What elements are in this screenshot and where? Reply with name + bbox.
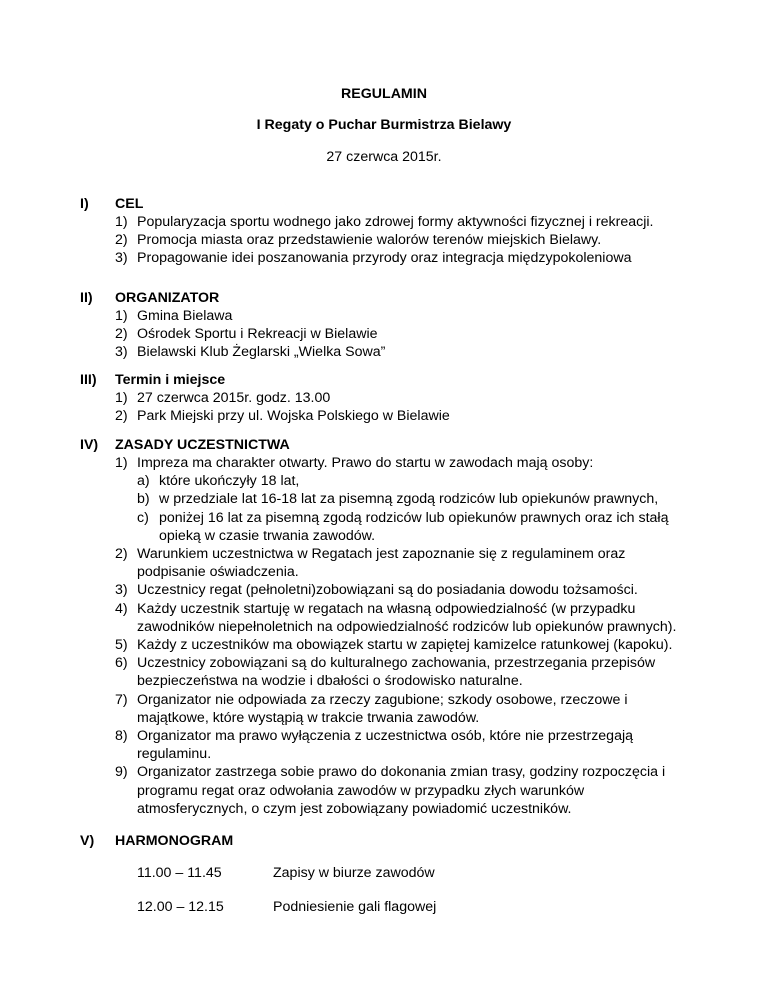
list-item: 4) Każdy uczestnik startuję w regatach na własną odpowiedzialność (w przypadku zawodników niepełnoletnich na odpowiedzialność rodziców lub opiekunów prawnych). bbox=[115, 600, 677, 635]
list-item: 3) Bielawski Klub Żeglarski „Wielka Sowa” bbox=[115, 344, 386, 361]
section-harmonogram bbox=[80, 833, 680, 850]
sub-list-item: b) w przedziale lat 16-18 lat za pisemną zgodą rodziców lub opiekunów prawnych, bbox=[137, 491, 659, 508]
list-item: 1) 27 czerwca 2015r. godz. 13.00 bbox=[115, 390, 331, 406]
list-item: 5) Każdy z uczestników ma obowiązek startu w zapiętej kamizelce ratunkowej (kapoku). bbox=[115, 637, 673, 654]
section-cel bbox=[80, 196, 680, 268]
list-item: 9) Organizator zastrzega sobie prawo do dokonania zmian trasy, godziny rozpoczęcia i programu regat oraz odwołania zawodów w przypadku złych warunków atmosferycznych, o czym jest zobowiązany powiadomić uczestników. bbox=[115, 764, 666, 817]
list-item: 7) Organizator nie odpowiada za rzeczy zagubione; szkody osobowe, rzeczowe i majątkowe, które wystąpią w trakcie trwania zawodów. bbox=[115, 691, 628, 726]
section-zasady bbox=[80, 437, 680, 818]
section-title: ZASADY UCZESTNICTWA bbox=[115, 437, 290, 453]
section-number: IV) bbox=[80, 437, 99, 453]
list-item: 6) Uczestnicy zobowiązani są do kulturalnego zachowania, przestrzegania przepisów bezpieczeństwa na wodzie i dbałości o środowisko naturalne. bbox=[115, 655, 656, 690]
list-item: 1) Impreza ma charakter otwarty. Prawo do startu w zawodach mają osoby: bbox=[115, 455, 594, 471]
list-item: 2) Warunkiem uczestnictwa w Regatach jest zapoznanie się z regulaminem oraz podpisanie oświadczenia. bbox=[115, 546, 626, 581]
list-item: 2) Park Miejski przy ul. Wojska Polskiego w Bielawie bbox=[115, 408, 450, 425]
section-title: HARMONOGRAM bbox=[115, 833, 234, 849]
section-organizator bbox=[80, 290, 680, 362]
sub-list-item: a) które ukończyły 18 lat, bbox=[137, 473, 300, 490]
schedule-description: Zapisy w biurze zawodów bbox=[273, 865, 435, 881]
list-item: 3) Uczestnicy regat (pełnoletni)zobowiązani są do posiadania dowodu tożsamości. bbox=[115, 582, 638, 599]
section-title: Termin i miejsce bbox=[115, 372, 226, 388]
document-subtitle: I Regaty o Puchar Burmistrza Bielawy bbox=[256, 117, 512, 133]
section-number: I) bbox=[80, 196, 89, 212]
section-number: II) bbox=[80, 290, 93, 306]
sub-list-item: c) poniżej 16 lat za pisemną zgodą rodziców lub opiekunów prawnych oraz ich stałą opieką w czasie trwania zawodów. bbox=[137, 509, 669, 544]
list-item: 3) Propagowanie idei poszanowania przyrody oraz integracja międzypokoleniowa bbox=[115, 250, 632, 267]
list-item: 1) Popularyzacja sportu wodnego jako zdrowej formy aktywności fizycznej i rekreacji. bbox=[115, 214, 654, 230]
section-number: III) bbox=[80, 372, 97, 388]
list-item: 1) Gmina Bielawa bbox=[115, 308, 233, 324]
document-title: REGULAMIN bbox=[341, 86, 427, 102]
list-item: 2) Ośrodek Sportu i Rekreacji w Bielawie bbox=[115, 326, 378, 343]
schedule-time: 12.00 – 12.15 bbox=[137, 899, 224, 915]
list-item: 2) Promocja miasta oraz przedstawienie walorów terenów miejskich Bielawy. bbox=[115, 232, 602, 249]
document-date: 27 czerwca 2015r. bbox=[326, 149, 442, 165]
section-termin bbox=[80, 372, 680, 425]
schedule-description: Podniesienie gali flagowej bbox=[273, 899, 437, 915]
section-number: V) bbox=[80, 833, 95, 849]
section-title: CEL bbox=[115, 196, 144, 212]
section-title: ORGANIZATOR bbox=[115, 290, 220, 306]
list-item: 8) Organizator ma prawo wyłączenia z uczestnictwa osób, które nie przestrzegają regulaminu. bbox=[115, 728, 634, 763]
schedule-time: 11.00 – 11.45 bbox=[137, 865, 222, 881]
